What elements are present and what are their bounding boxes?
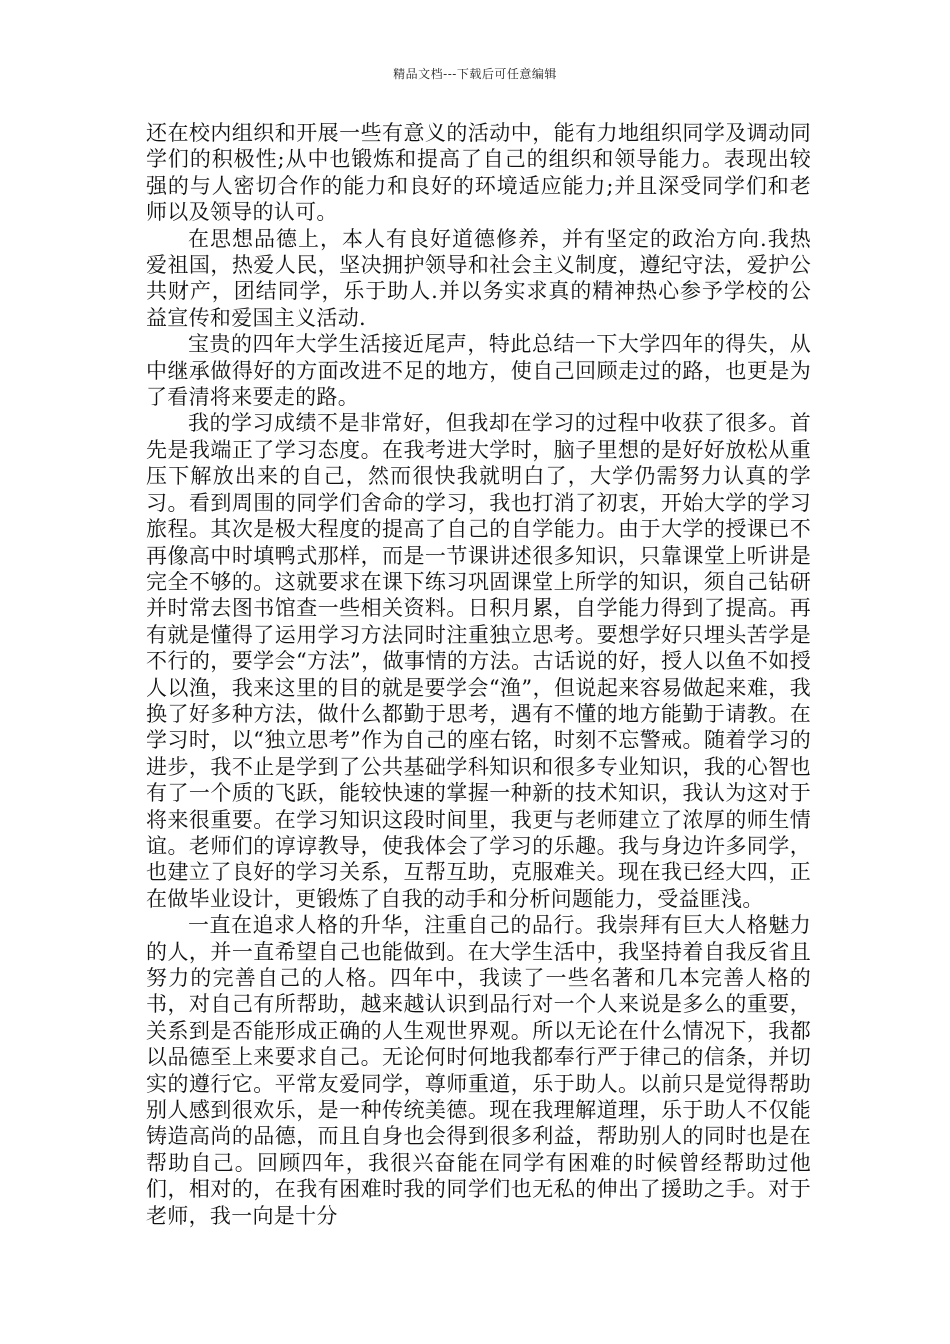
paragraph-5: 一直在追求人格的升华，注重自己的品行。我崇拜有巨大人格魅力的人，并一直希望自己也能做到。在大学生活中，我坚持着自我反省且努力的完善自己的人格。四年中，我读了一些名著和几本完善人格的书，对自己有所帮助，越来越认识到品行对一个人来说是多么的重要，关系到是否能形成正确的人生观世界观。所以无论在什么情况下，我都以品德至上来要求自己。无论何时何地我都奉行严于律己的信条，并切实的遵行它。平常友爱同学，尊师重道，乐于助人。以前只是觉得帮助别人感到很欢乐，是一种传统美德。现在我理解道理，乐于助人不仅能铸造高尚的品德，而且自身也会得到很多利益，帮助别人的同时也是在帮助自己。回顾四年，我很兴奋能在同学有困难的时候曾经帮助过他们，相对的，在我有困难时我的同学们也无私的伸出了援助之手。对于老师，我一向是十分 <box>146 913 811 1228</box>
paragraph-3: 宝贵的四年大学生活接近尾声，特此总结一下大学四年的得失，从中继承做得好的方面改进不足的地方，使自己回顾走过的路，也更是为了看清将来要走的路。 <box>146 332 811 410</box>
paragraph-1: 还在校内组织和开展一些有意义的活动中，能有力地组织同学及调动同学们的积极性;从中也锻炼和提高了自己的组织和领导能力。表现出较强的与人密切合作的能力和良好的环境适应能力;并且深受同学们和老师以及领导的认可。 <box>146 121 811 225</box>
paragraph-4: 我的学习成绩不是非常好，但我却在学习的过程中收获了很多。首先是我端正了学习态度。在我考进大学时，脑子里想的是好好放松从重压下解放出来的自己，然而很快我就明白了，大学仍需努力认真的学习。看到周围的同学们舍命的学习，我也打消了初衷，开始大学的学习旅程。其次是极大程度的提高了自己的自学能力。由于大学的授课已不再像高中时填鸭式那样，而是一节课讲述很多知识，只靠课堂上听讲是完全不够的。这就要求在课下练习巩固课堂上所学的知识，须自己钻研并时常去图书馆查一些相关资料。日积月累，自学能力得到了提高。再有就是懂得了运用学习方法同时注重独立思考。要想学好只埋头苦学是不行的，要学会“方法”，做事情的方法。古话说的好，授人以鱼不如授人以渔，我来这里的目的就是要学会“渔”，但说起来容易做起来难，我换了好多种方法，做什么都勤于思考，遇有不懂的地方能勤于请教。在学习时，以“独立思考”作为自己的座右铭，时刻不忘警戒。随着学习的进步，我不止是学到了公共基础学科知识和很多专业知识，我的心智也有了一个质的飞跃，能较快速的掌握一种新的技术知识，我认为这对于将来很重要。在学习知识这段时间里，我更与老师建立了浓厚的师生情谊。老师们的谆谆教导，使我体会了学习的乐趣。我与身边许多同学，也建立了良好的学习关系，互帮互助，克服难关。现在我已经大四，正在做毕业设计，更锻炼了自我的动手和分析问题能力，受益匪浅。 <box>146 411 811 911</box>
document-body <box>146 120 811 1229</box>
page-header: 精品文档---下载后可任意编辑 <box>393 67 557 81</box>
paragraph-2: 在思想品德上，本人有良好道德修养，并有坚定的政治方向.我热爱祖国，热爱人民，坚决拥护领导和社会主义制度，遵纪守法，爱护公共财产，团结同学，乐于助人.并以务实求真的精神热心参予学校的公益宣传和爱国主义活动. <box>146 226 811 330</box>
